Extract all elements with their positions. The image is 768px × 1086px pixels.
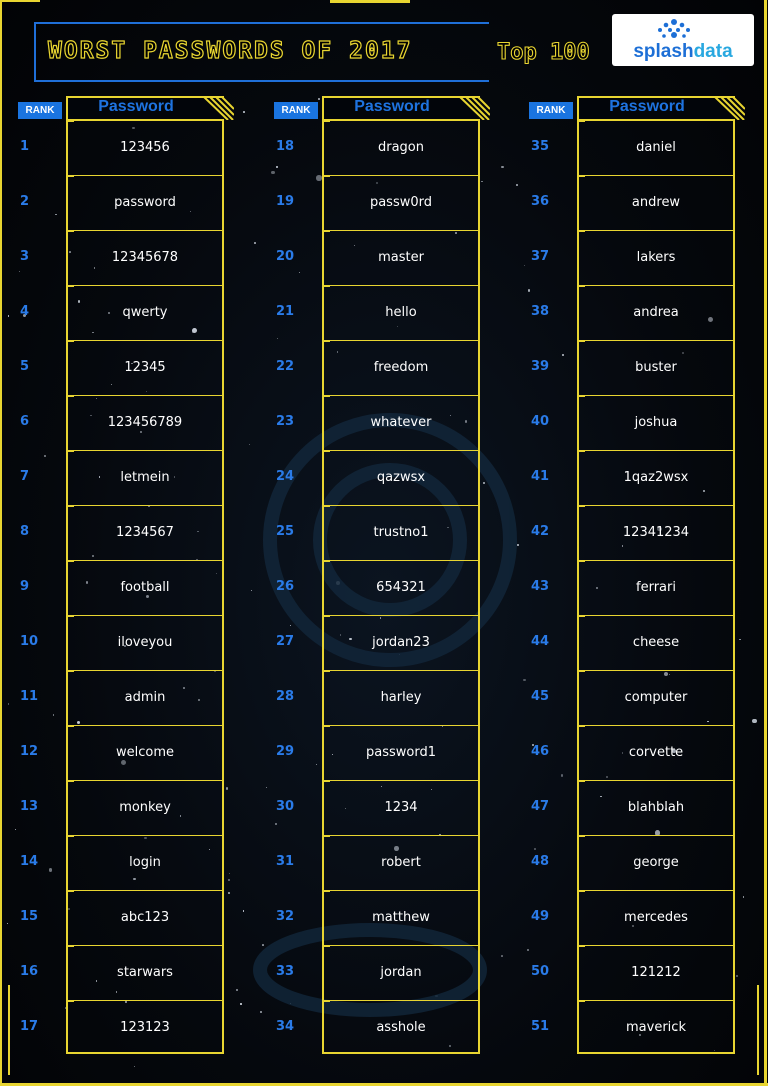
cell-corner-tick [577,835,585,843]
password-header-label: Password [609,98,685,115]
cell-corner-tick [577,780,585,788]
cell-corner-tick [66,450,74,458]
password-cell: 12345678 [68,231,222,286]
password-cell: joshua [579,396,733,451]
star [736,975,738,977]
password-cell: monkey [68,781,222,836]
password-cell: blahblah [579,781,733,836]
password-cell: robert [324,836,478,891]
rank-number: 42 [531,524,550,539]
star [8,703,10,705]
password-cell: lakers [579,231,733,286]
cell-corner-tick [322,890,330,898]
password-list [66,119,224,1054]
cell-corner-tick [577,1000,585,1008]
password-cell: 123456 [68,121,222,176]
rank-number: 36 [531,194,550,209]
rank-number: 44 [531,634,550,649]
cell-corner-tick [577,725,585,733]
star [752,719,757,724]
rank-number: 8 [20,524,30,539]
cell-corner-tick [66,1000,74,1008]
rank-number: 11 [20,689,39,704]
star [318,98,320,100]
rank-number: 22 [276,359,295,374]
star [243,111,245,113]
cell-corner-tick [322,725,330,733]
password-cell: admin [68,671,222,726]
header-hatch-decoration [689,96,745,120]
cell-corner-tick [577,120,585,128]
password-cell: mercedes [579,891,733,946]
cell-corner-tick [322,230,330,238]
cell-corner-tick [577,175,585,183]
cell-corner-tick [66,670,74,678]
password-cell: 12341234 [579,506,733,561]
password-cell: master [324,231,478,286]
top-100-label: Top 100 [497,40,590,65]
rank-number: 4 [20,304,30,319]
rank-number: 12 [20,744,39,759]
rank-number: 10 [20,634,39,649]
password-header-label: Password [354,98,430,115]
star [134,1066,135,1067]
password-cell: whatever [324,396,478,451]
rank-number: 3 [20,249,30,264]
rank-number: 50 [531,964,550,979]
password-cell: dragon [324,121,478,176]
cell-corner-tick [322,285,330,293]
rank-number: 27 [276,634,295,649]
cell-corner-tick [322,670,330,678]
rank-number: 26 [276,579,295,594]
password-cell: passw0rd [324,176,478,231]
password-cell: freedom [324,341,478,396]
rank-number: 46 [531,744,550,759]
password-cell: iloveyou [68,616,222,671]
cell-corner-tick [66,615,74,623]
password-cell: qwerty [68,286,222,341]
password-cell: daniel [579,121,733,176]
cell-corner-tick [66,560,74,568]
rank-number: 49 [531,909,550,924]
password-cell: matthew [324,891,478,946]
frame-right [764,0,767,1086]
rank-number: 15 [20,909,39,924]
rank-number: 2 [20,194,30,209]
rank-number: 21 [276,304,295,319]
cell-corner-tick [66,120,74,128]
rank-number: 1 [20,139,30,154]
cell-corner-tick [322,615,330,623]
cell-corner-tick [66,395,74,403]
password-cell: starwars [68,946,222,1001]
cell-corner-tick [577,285,585,293]
password-cell: 1qaz2wsx [579,451,733,506]
rank-number: 6 [20,414,30,429]
star [254,242,256,244]
password-cell: 123456789 [68,396,222,451]
rank-number: 33 [276,964,295,979]
star [739,639,740,640]
rank-number: 32 [276,909,295,924]
header-hatch-decoration [434,96,490,120]
cell-corner-tick [577,670,585,678]
cell-corner-tick [577,560,585,568]
rank-number: 9 [20,579,30,594]
star [15,829,16,830]
cell-corner-tick [322,780,330,788]
rank-number: 14 [20,854,39,869]
password-cell: hello [324,286,478,341]
page-title: WORST PASSWORDS OF 2017 [48,38,413,64]
password-cell: letmein [68,451,222,506]
rank-number: 19 [276,194,295,209]
star [226,787,228,789]
password-cell: corvette [579,726,733,781]
cell-corner-tick [322,1000,330,1008]
cell-corner-tick [66,780,74,788]
cell-corner-tick [322,175,330,183]
password-cell: asshole [376,1020,426,1035]
rank-number: 29 [276,744,295,759]
cell-corner-tick [322,395,330,403]
password-cell: cheese [579,616,733,671]
cell-corner-tick [66,340,74,348]
rank-number: 48 [531,854,550,869]
frame-right-inner [757,985,759,1075]
rank-header-badge: RANK [529,102,573,119]
cell-corner-tick [577,505,585,513]
password-cell: 123123 [120,1020,170,1035]
password-cell: abc123 [68,891,222,946]
cell-corner-tick [577,450,585,458]
password-cell: computer [579,671,733,726]
password-cell: ferrari [579,561,733,616]
rank-number: 30 [276,799,295,814]
frame-left-inner [8,985,10,1075]
password-list [322,119,480,1054]
password-cell: 1234 [324,781,478,836]
star [481,181,483,183]
rank-number: 39 [531,359,550,374]
cell-corner-tick [322,505,330,513]
star [524,265,525,266]
rank-number: 23 [276,414,295,429]
star [743,896,745,898]
rank-number: 41 [531,469,550,484]
password-cell: login [68,836,222,891]
rank-number: 7 [20,469,30,484]
rank-number: 31 [276,854,295,869]
cell-corner-tick [322,340,330,348]
password-cell: trustno1 [324,506,478,561]
password-cell: harley [324,671,478,726]
star [316,175,321,180]
password-cell: password1 [324,726,478,781]
password-cell: 1234567 [68,506,222,561]
rank-number: 20 [276,249,295,264]
frame-top-mid [330,0,410,3]
logo-data: data [693,41,733,62]
star [516,184,518,186]
password-cell: 654321 [324,561,478,616]
cell-corner-tick [322,560,330,568]
rank-number: 24 [276,469,295,484]
cell-corner-tick [66,285,74,293]
rank-number: 40 [531,414,550,429]
cell-corner-tick [322,120,330,128]
password-cell: buster [579,341,733,396]
cell-corner-tick [577,615,585,623]
star [8,315,10,317]
rank-number: 16 [20,964,39,979]
password-cell: maverick [626,1020,686,1035]
rank-number: 35 [531,139,550,154]
rank-number: 38 [531,304,550,319]
password-cell: football [68,561,222,616]
cell-corner-tick [66,230,74,238]
rank-header-badge: RANK [18,102,62,119]
rank-number: 18 [276,139,295,154]
star [501,166,503,168]
cell-corner-tick [66,725,74,733]
password-header-label: Password [98,98,174,115]
star [7,923,8,924]
header-hatch-decoration [178,96,234,120]
rank-header-badge: RANK [274,102,318,119]
password-cell: jordan [324,946,478,1001]
cell-corner-tick [577,395,585,403]
password-list [577,119,735,1054]
rank-number: 47 [531,799,550,814]
cell-corner-tick [577,890,585,898]
cell-corner-tick [577,340,585,348]
cell-corner-tick [322,450,330,458]
cell-corner-tick [66,175,74,183]
frame-left [0,0,2,1086]
splashdata-logo [612,14,754,66]
password-cell: jordan23 [324,616,478,671]
rank-number: 43 [531,579,550,594]
rank-number: 5 [20,359,30,374]
rank-number: 28 [276,689,295,704]
logo-wordmark [612,41,754,63]
cell-corner-tick [577,945,585,953]
rank-number: 45 [531,689,550,704]
password-cell: george [579,836,733,891]
password-cell: password [68,176,222,231]
cell-corner-tick [577,230,585,238]
splash-drops-icon [644,18,704,40]
cell-corner-tick [66,835,74,843]
cell-corner-tick [66,945,74,953]
rank-number: 13 [20,799,39,814]
cell-corner-tick [66,505,74,513]
frame-top-left [0,0,40,2]
rank-number: 17 [20,1019,39,1034]
cell-corner-tick [322,945,330,953]
rank-number: 34 [276,1019,295,1034]
rank-number: 25 [276,524,295,539]
password-cell: 12345 [68,341,222,396]
rank-number: 51 [531,1019,550,1034]
password-cell: qazwsx [324,451,478,506]
rank-number: 37 [531,249,550,264]
cell-corner-tick [322,835,330,843]
logo-splash: splash [633,41,694,62]
password-cell: 121212 [579,946,733,1001]
password-cell: welcome [68,726,222,781]
password-cell: andrew [579,176,733,231]
cell-corner-tick [66,890,74,898]
password-cell: andrea [579,286,733,341]
